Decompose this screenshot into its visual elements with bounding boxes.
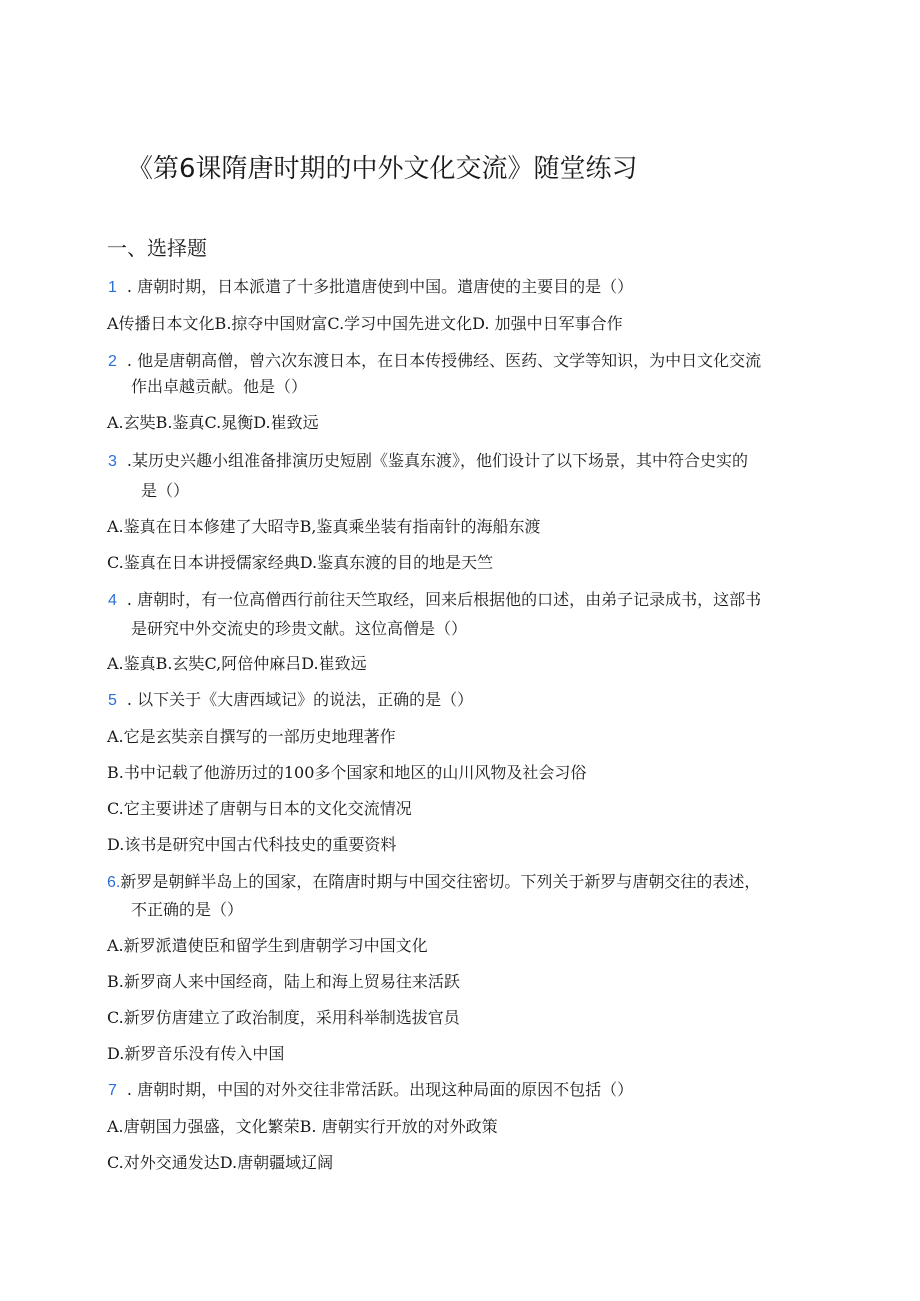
section-heading: 一、选择题 [107,236,207,260]
question-6-option-c: C.新罗仿唐建立了政治制度，采用科举制选拔官员 [107,1008,460,1027]
question-4 [108,590,761,611]
question-2-stem-cont: 作出卓越贡献。他是（） [131,377,308,396]
question-stem: . 唐朝时期，中国的对外交往非常活跃。出现这种局面的原因不包括（） [126,1080,634,1099]
question-stem: . 以下关于《大唐西域记》的说法，正确的是（） [126,690,474,709]
question-6-stem-cont: 不正确的是（） [131,900,244,919]
question-7-options-line2: C.对外交通发达D.唐朝疆域辽阔 [107,1153,334,1172]
question-stem: 新罗是朝鲜半岛上的国家，在隋唐时期与中国交往密切。下列关于新罗与唐朝交往的表述， [120,872,761,891]
question-2-options: A.玄奘B.鉴真C.晁衡D.崔致远 [107,413,319,432]
question-5-option-b: B.书中记载了他游历过的100多个国家和地区的山川风物及社会习俗 [107,763,587,782]
question-4-stem-cont: 是研究中外交流史的珍贵文献。这位高僧是（） [131,619,468,638]
question-number: 7 [108,1082,117,1099]
question-7 [108,1080,633,1101]
question-stem: . 唐朝时期，日本派遣了十多批遣唐使到中国。遣唐使的主要目的是（） [126,277,634,296]
page-title: 《第6课隋唐时期的中外文化交流》随堂练习 [127,154,638,184]
question-4-options: A.鉴真B.玄奘C,阿倍仲麻吕D.崔致远 [107,654,367,673]
question-stem: . 唐朝时，有一位高僧西行前往天竺取经，回来后根据他的口述，由弟子记录成书，这部书 [126,590,762,609]
question-6 [107,872,760,893]
question-5-option-d: D.该书是研究中国古代科技史的重要资料 [107,835,397,854]
question-7-options-line1: A.唐朝国力强盛，文化繁荣B. 唐朝实行开放的对外政策 [107,1117,498,1136]
question-1-options: A传播日本文化B.掠夺中国财富C.学习中国先进文化D. 加强中日军事合作 [107,314,623,333]
question-number: 5 [108,692,117,709]
question-number: 3 [108,453,117,470]
question-number: 1 [108,279,117,296]
question-number: 2 [108,353,117,370]
question-number: 6. [107,874,121,891]
question-3-stem-cont: 是（） [141,481,190,500]
question-1 [108,277,633,298]
question-6-option-a: A.新罗派遣使臣和留学生到唐朝学习中国文化 [107,936,428,955]
question-3 [108,451,748,472]
question-6-option-b: B.新罗商人来中国经商，陆上和海上贸易往来活跃 [107,972,460,991]
question-5 [108,690,473,711]
question-3-options-line2: C.鉴真在日本讲授儒家经典D.鉴真东渡的目的地是天竺 [107,553,494,572]
question-5-option-c: C.它主要讲述了唐朝与日本的文化交流情况 [107,799,412,818]
question-stem: .某历史兴趣小组准备排演历史短剧《鉴真东渡》，他们设计了以下场景，其中符合史实的 [126,451,748,470]
question-number: 4 [108,592,117,609]
question-5-option-a: A.它是玄奘亲自撰写的一部历史地理著作 [107,727,396,746]
question-stem: . 他是唐朝高僧，曾六次东渡日本，在日本传授佛经、医药、文学等知识，为中日文化交流 [126,351,762,370]
question-6-option-d: D.新罗音乐没有传入中国 [107,1044,285,1063]
question-3-options-line1: A.鉴真在日本修建了大昭寺B,鉴真乘坐装有指南针的海船东渡 [107,517,541,536]
question-2 [108,351,761,372]
